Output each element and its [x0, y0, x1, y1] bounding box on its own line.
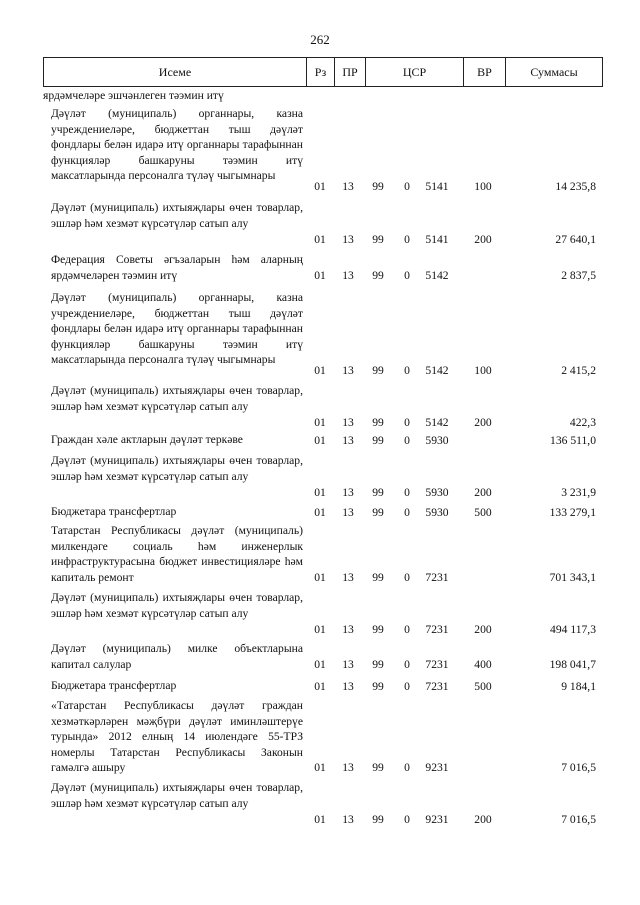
row-csr-direction: 9231: [425, 812, 449, 826]
row-sum: 2 415,2: [561, 363, 596, 377]
row-rz: 01: [314, 179, 326, 193]
row-sum: 2 837,5: [561, 268, 596, 282]
table-row: [0, 290, 640, 378]
row-vr: 400: [474, 657, 492, 671]
row-pr: 13: [342, 505, 354, 519]
row-csr-direction: 5930: [425, 485, 449, 499]
row-csr-program: 99: [372, 679, 384, 693]
row-csr-subprogram: 0: [404, 812, 410, 826]
row-csr-subprogram: 0: [404, 268, 410, 282]
row-csr-direction: 7231: [425, 679, 449, 693]
row-sum: 14 235,8: [555, 179, 596, 193]
row-csr-subprogram: 0: [404, 415, 410, 429]
row-csr-direction: 5142: [425, 363, 449, 377]
table-row: [0, 252, 640, 283]
row-csr-subprogram: 0: [404, 657, 410, 671]
row-csr-direction: 5142: [425, 415, 449, 429]
page-number: 262: [310, 32, 330, 47]
row-csr-direction: 7231: [425, 657, 449, 671]
row-name: Дәүләт (муниципаль) органнары, казна учреждениеләре, бюджеттан тыш дәүләт фондлары белән идарә итү органнары тарафыннан функцияләр башкаруны тәэмин итү максатларында персоналга түләү чыгымнары: [51, 107, 303, 182]
row-vr: 500: [474, 679, 492, 693]
row-rz: 01: [314, 415, 326, 429]
row-name: Дәүләт (муниципаль) ихтыяҗлары өчен товарлар, эшләр һәм хезмәт күрсәтүләр сатып алу: [51, 781, 303, 810]
column-header-sum: Суммасы: [505, 58, 602, 86]
row-rz: 01: [314, 505, 326, 519]
row-sum: 136 511,0: [550, 433, 596, 447]
row-rz: 01: [314, 657, 326, 671]
row-rz: 01: [314, 622, 326, 636]
row-rz: 01: [314, 363, 326, 377]
row-csr-subprogram: 0: [404, 232, 410, 246]
row-name: Дәүләт (муниципаль) милке объектларына капитал салулар: [51, 642, 303, 671]
row-pr: 13: [342, 622, 354, 636]
row-csr-subprogram: 0: [404, 179, 410, 193]
row-csr-direction: 5141: [425, 232, 449, 246]
column-header-pr: ПР: [334, 58, 365, 86]
column-header-name: Исеме: [158, 65, 192, 79]
row-pr: 13: [342, 179, 354, 193]
row-csr-program: 99: [372, 179, 384, 193]
row-csr-direction: 7231: [425, 570, 449, 584]
row-csr-program: 99: [372, 505, 384, 519]
row-csr-direction: 5141: [425, 179, 449, 193]
row-sum: 422,3: [569, 415, 596, 429]
row-pr: 13: [342, 760, 354, 774]
row-csr-program: 99: [372, 232, 384, 246]
row-csr-program: 99: [372, 657, 384, 671]
row-pr: 13: [342, 363, 354, 377]
row-rz: 01: [314, 812, 326, 826]
row-pr: 13: [342, 485, 354, 499]
row-csr-program: 99: [372, 363, 384, 377]
row-pr: 13: [342, 812, 354, 826]
row-name: Дәүләт (муниципаль) ихтыяҗлары өчен товарлар, эшләр һәм хезмәт күрсәтүләр сатып алу: [51, 591, 303, 620]
row-csr-program: 99: [372, 485, 384, 499]
row-name: Дәүләт (муниципаль) органнары, казна учреждениеләре, бюджеттан тыш дәүләт фондлары белән идарә итү органнары тарафыннан функцияләр башкаруны тәэмин итү максатларында персоналга түләү чыгымнары: [51, 291, 303, 366]
row-csr-program: 99: [372, 268, 384, 282]
row-csr-subprogram: 0: [404, 485, 410, 499]
row-vr: 100: [474, 363, 492, 377]
row-pr: 13: [342, 679, 354, 693]
row-csr-program: 99: [372, 570, 384, 584]
row-rz: 01: [314, 760, 326, 774]
column-header-csr: ЦСР: [365, 58, 463, 86]
row-name: Татарстан Республикасы дәүләт (муниципаль) милкендәге социаль һәм инженерлык инфраструктурасына бюджет инвестицияләре һәм капиталь ремонт: [51, 524, 303, 584]
row-csr-direction: 5930: [425, 505, 449, 519]
row-csr-direction: 5930: [425, 433, 449, 447]
table-row: [0, 383, 640, 430]
row-sum: 27 640,1: [555, 232, 596, 246]
row-vr: 100: [474, 179, 492, 193]
row-vr: 500: [474, 505, 492, 519]
row-csr-program: 99: [372, 812, 384, 826]
row-vr: 200: [474, 622, 492, 636]
row-name: «Татарстан Республикасы дәүләт граждан хезмәткәрләрен мәҗбүри дәүләт иминләштерүе турында» 2012 елның 14 июлендәге 55-ТРЗ номерлы Татарстан Республикасы Законын гамәлгә ашыру: [51, 699, 303, 774]
row-vr: 200: [474, 812, 492, 826]
table-row: [0, 453, 640, 500]
table-row: [0, 432, 640, 448]
row-csr-subprogram: 0: [404, 760, 410, 774]
column-header-vr: ВР: [463, 58, 505, 86]
row-rz: 01: [314, 570, 326, 584]
row-sum: 7 016,5: [561, 760, 596, 774]
row-csr-subprogram: 0: [404, 679, 410, 693]
row-rz: 01: [314, 433, 326, 447]
row-name: Граждан хәле актларын дәүләт теркәве: [51, 433, 243, 446]
row-vr: 200: [474, 232, 492, 246]
row-vr: 200: [474, 485, 492, 499]
row-name: Дәүләт (муниципаль) ихтыяҗлары өчен товарлар, эшләр һәм хезмәт күрсәтүләр сатып алу: [51, 454, 303, 483]
table-row: [0, 106, 640, 194]
row-pr: 13: [342, 433, 354, 447]
row-name: Бюджетара трансфертлар: [51, 679, 177, 692]
row-csr-subprogram: 0: [404, 505, 410, 519]
table-row: [0, 523, 640, 585]
row-csr-subprogram: 0: [404, 433, 410, 447]
row-sum: 701 343,1: [549, 570, 596, 584]
row-csr-direction: 7231: [425, 622, 449, 636]
table-header: [43, 57, 603, 87]
table-row: [0, 504, 640, 520]
row-sum: 133 279,1: [549, 505, 596, 519]
row-pr: 13: [342, 570, 354, 584]
row-sum: 9 184,1: [561, 679, 596, 693]
row-pr: 13: [342, 232, 354, 246]
row-pr: 13: [342, 415, 354, 429]
row-sum: 494 117,3: [550, 622, 596, 636]
row-name: Федерация Советы әгъзаларын һәм аларның ярдәмчеләрен тәэмин итү: [51, 253, 303, 282]
row-sum: 7 016,5: [561, 812, 596, 826]
row-name: Дәүләт (муниципаль) ихтыяҗлары өчен товарлар, эшләр һәм хезмәт күрсәтүләр сатып алу: [51, 201, 303, 230]
table-row: [0, 780, 640, 827]
row-csr-program: 99: [372, 760, 384, 774]
row-vr: 200: [474, 415, 492, 429]
row-rz: 01: [314, 232, 326, 246]
row-csr-direction: 9231: [425, 760, 449, 774]
row-pr: 13: [342, 657, 354, 671]
row-csr-program: 99: [372, 622, 384, 636]
table-row: [0, 590, 640, 637]
row-csr-subprogram: 0: [404, 363, 410, 377]
row-pr: 13: [342, 268, 354, 282]
table-row: [0, 87, 640, 103]
table-row: [0, 641, 640, 672]
row-csr-subprogram: 0: [404, 622, 410, 636]
row-csr-subprogram: 0: [404, 570, 410, 584]
table-row: [0, 698, 640, 775]
row-rz: 01: [314, 268, 326, 282]
row-rz: 01: [314, 485, 326, 499]
row-name: Дәүләт (муниципаль) ихтыяҗлары өчен товарлар, эшләр һәм хезмәт күрсәтүләр сатып алу: [51, 384, 303, 413]
row-csr-program: 99: [372, 415, 384, 429]
column-header-rz: Рз: [306, 58, 334, 86]
row-name: Бюджетара трансфертлар: [51, 505, 177, 518]
row-rz: 01: [314, 679, 326, 693]
row-csr-direction: 5142: [425, 268, 449, 282]
table-row: [0, 200, 640, 247]
row-name: ярдәмчеләре эшчәнлеген тәэмин итү: [43, 88, 224, 102]
row-sum: 198 041,7: [549, 657, 596, 671]
row-sum: 3 231,9: [561, 485, 596, 499]
table-row: [0, 678, 640, 694]
row-csr-program: 99: [372, 433, 384, 447]
